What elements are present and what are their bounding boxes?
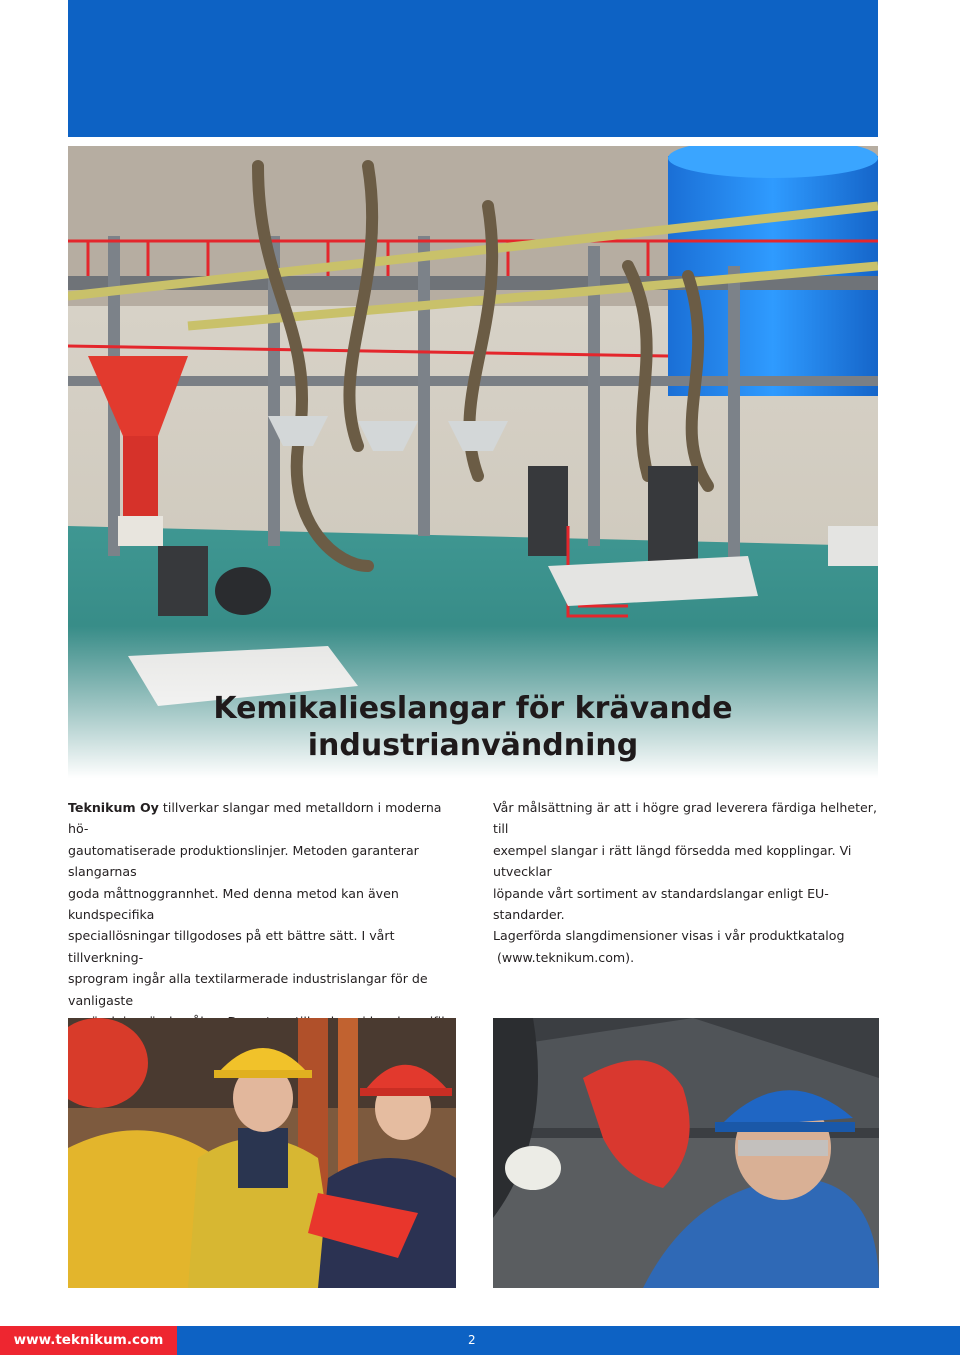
paragraph-line: speciallösningar tillgodoses på ett bättre sätt. I vårt tillverkning- xyxy=(68,928,395,965)
paragraph-line: Vår målsättning är att i högre grad leverera färdiga helheter, till xyxy=(493,800,877,837)
workers-hardhats-photo xyxy=(68,1018,456,1288)
footer-website-link[interactable]: www.teknikum.com xyxy=(0,1326,177,1355)
paragraph-line: sprogram ingår alla textilarmerade industrislangar för de vanligaste xyxy=(68,971,428,1008)
paragraph-line-rest: tillverkar slangar med metalldorn i moderna hö- xyxy=(68,800,442,837)
intro-text-right xyxy=(493,797,888,968)
paragraph-line: gautomatiserade produktionslinjer. Metoden garanterar slangarnas xyxy=(68,842,419,880)
paragraph-line: goda måttnoggrannhet. Med denna metod kan även kundspecifika xyxy=(68,885,399,923)
page-title xyxy=(68,690,878,764)
title-line-2: industrianvändning xyxy=(307,728,639,763)
paragraph-line: (www.teknikum.com). xyxy=(493,949,635,965)
company-name: Teknikum Oy xyxy=(68,800,159,815)
footer-bar xyxy=(0,1326,960,1355)
industrial-plant-illustration xyxy=(68,146,878,778)
paragraph-line xyxy=(68,797,463,840)
paragraph-line: exempel slangar i rätt längd försedda med kopplingar. Vi utvecklar xyxy=(493,842,852,880)
title-line-1: Kemikalieslangar för krävande xyxy=(213,691,733,726)
paragraph-line: löpande vårt sortiment av standardslangar enligt EU-standarder. xyxy=(493,885,829,923)
paragraph-line: Lagerförda slangdimensioner visas i vår produktkatalog xyxy=(493,928,845,944)
page-number: 2 xyxy=(468,1333,476,1347)
worker-with-gloves-photo xyxy=(493,1018,879,1288)
top-blue-band xyxy=(68,0,878,137)
